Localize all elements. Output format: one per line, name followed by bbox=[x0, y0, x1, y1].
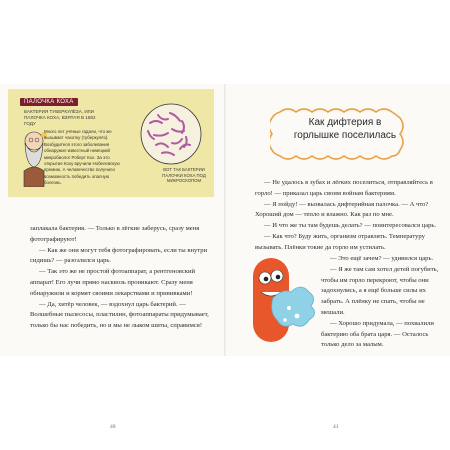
right-page-text-top bbox=[255, 178, 439, 254]
right-page-text-bottom bbox=[321, 254, 441, 351]
page-number-right: 41 bbox=[333, 424, 339, 430]
right-page bbox=[225, 84, 450, 430]
paragraph: заплакала бактерия. — Только в лёгкие заберусь, сразу меня фотографируют! bbox=[30, 225, 200, 243]
paragraph: — Это ещё зачем? — удивился царь. bbox=[330, 255, 434, 262]
paragraph: — Как что? Буду жить, организм отравлять. Температуру вызывать. Плёнки токие да горло им устилать. bbox=[255, 232, 425, 251]
info-box-tag: ПАЛОЧКА КОХА bbox=[20, 98, 78, 106]
left-page-text bbox=[30, 224, 216, 332]
paragraph: — Так это же не простой фотоаппарат, а рентгеновский аппарат! Его лучи прямо насквозь проникают. Сразу меня обнаружили и кормят своими лекарствами и прививками! bbox=[30, 268, 196, 297]
diphtheria-bacterium-illustration bbox=[237, 252, 317, 344]
paragraph: — Я пойду! — вызвалась дифтерийная палочка. — А что? Хороший дом — тепло и влажно. Как раз по мне. bbox=[255, 200, 429, 219]
left-page bbox=[0, 84, 225, 430]
info-box bbox=[8, 89, 214, 197]
paragraph: — Не удалось в зубах и лёгких поселиться, отправляйтесь в горло! — приказал царь своим войнам бактериям. bbox=[255, 179, 433, 197]
paragraph: — Да, хитёр человек, — вздохнул царь бактерий. — Волшебные пылесосы, пластилин, фотоаппараты придумывает, только бы нас победить, но и мы не лыком шиты, справимся! bbox=[30, 300, 209, 330]
paragraph: — Хорошо придумала, — похвалили бактерию оба брата царя. — Осталось только дело за малым. bbox=[321, 319, 434, 349]
info-box-subtitle: БАКТЕРИЯ ТУБЕРКУЛЁЗА, ИЛИ ПАЛОЧКА КОХА, ВЗЯТАЯ В 1882 ГОДУ bbox=[24, 109, 96, 126]
book-gutter bbox=[224, 84, 226, 356]
chapter-title: Как дифтерия в горлышке поселилась bbox=[293, 117, 397, 141]
paragraph: — Как же они могут тебя фотографировать, если ты внутри сидишь? — разозлился царь. bbox=[30, 246, 208, 265]
paragraph: — Я же там сам хотел детей погубить, чтобы им горло перекроют, чтобы они задохнулись, а я ещё больше силы их забрать. А плёнку не спать, чтобы не мешали. bbox=[321, 265, 439, 316]
paragraph: — И что же ты там будешь делать? — поинтересовался царь. bbox=[264, 222, 437, 230]
info-box-body: Много лет учёные гадали, что же вызывает чахотку (туберкулёз). Возбудителя этого заболевания обнаружил известный немецкий микробиолог Роберт Кох. За это открытие Коху вручили Нобелевскую премию. А человечество получило возможность победить опасную болезнь. bbox=[44, 129, 120, 186]
page-number-left: 40 bbox=[110, 424, 116, 430]
microscope-caption: ВОТ ТАК БАКТЕРИИ ПАЛОЧКИ КОХА ПОД МИКРОСКОПОМ bbox=[162, 167, 206, 184]
microscope-view-illustration bbox=[136, 101, 206, 167]
